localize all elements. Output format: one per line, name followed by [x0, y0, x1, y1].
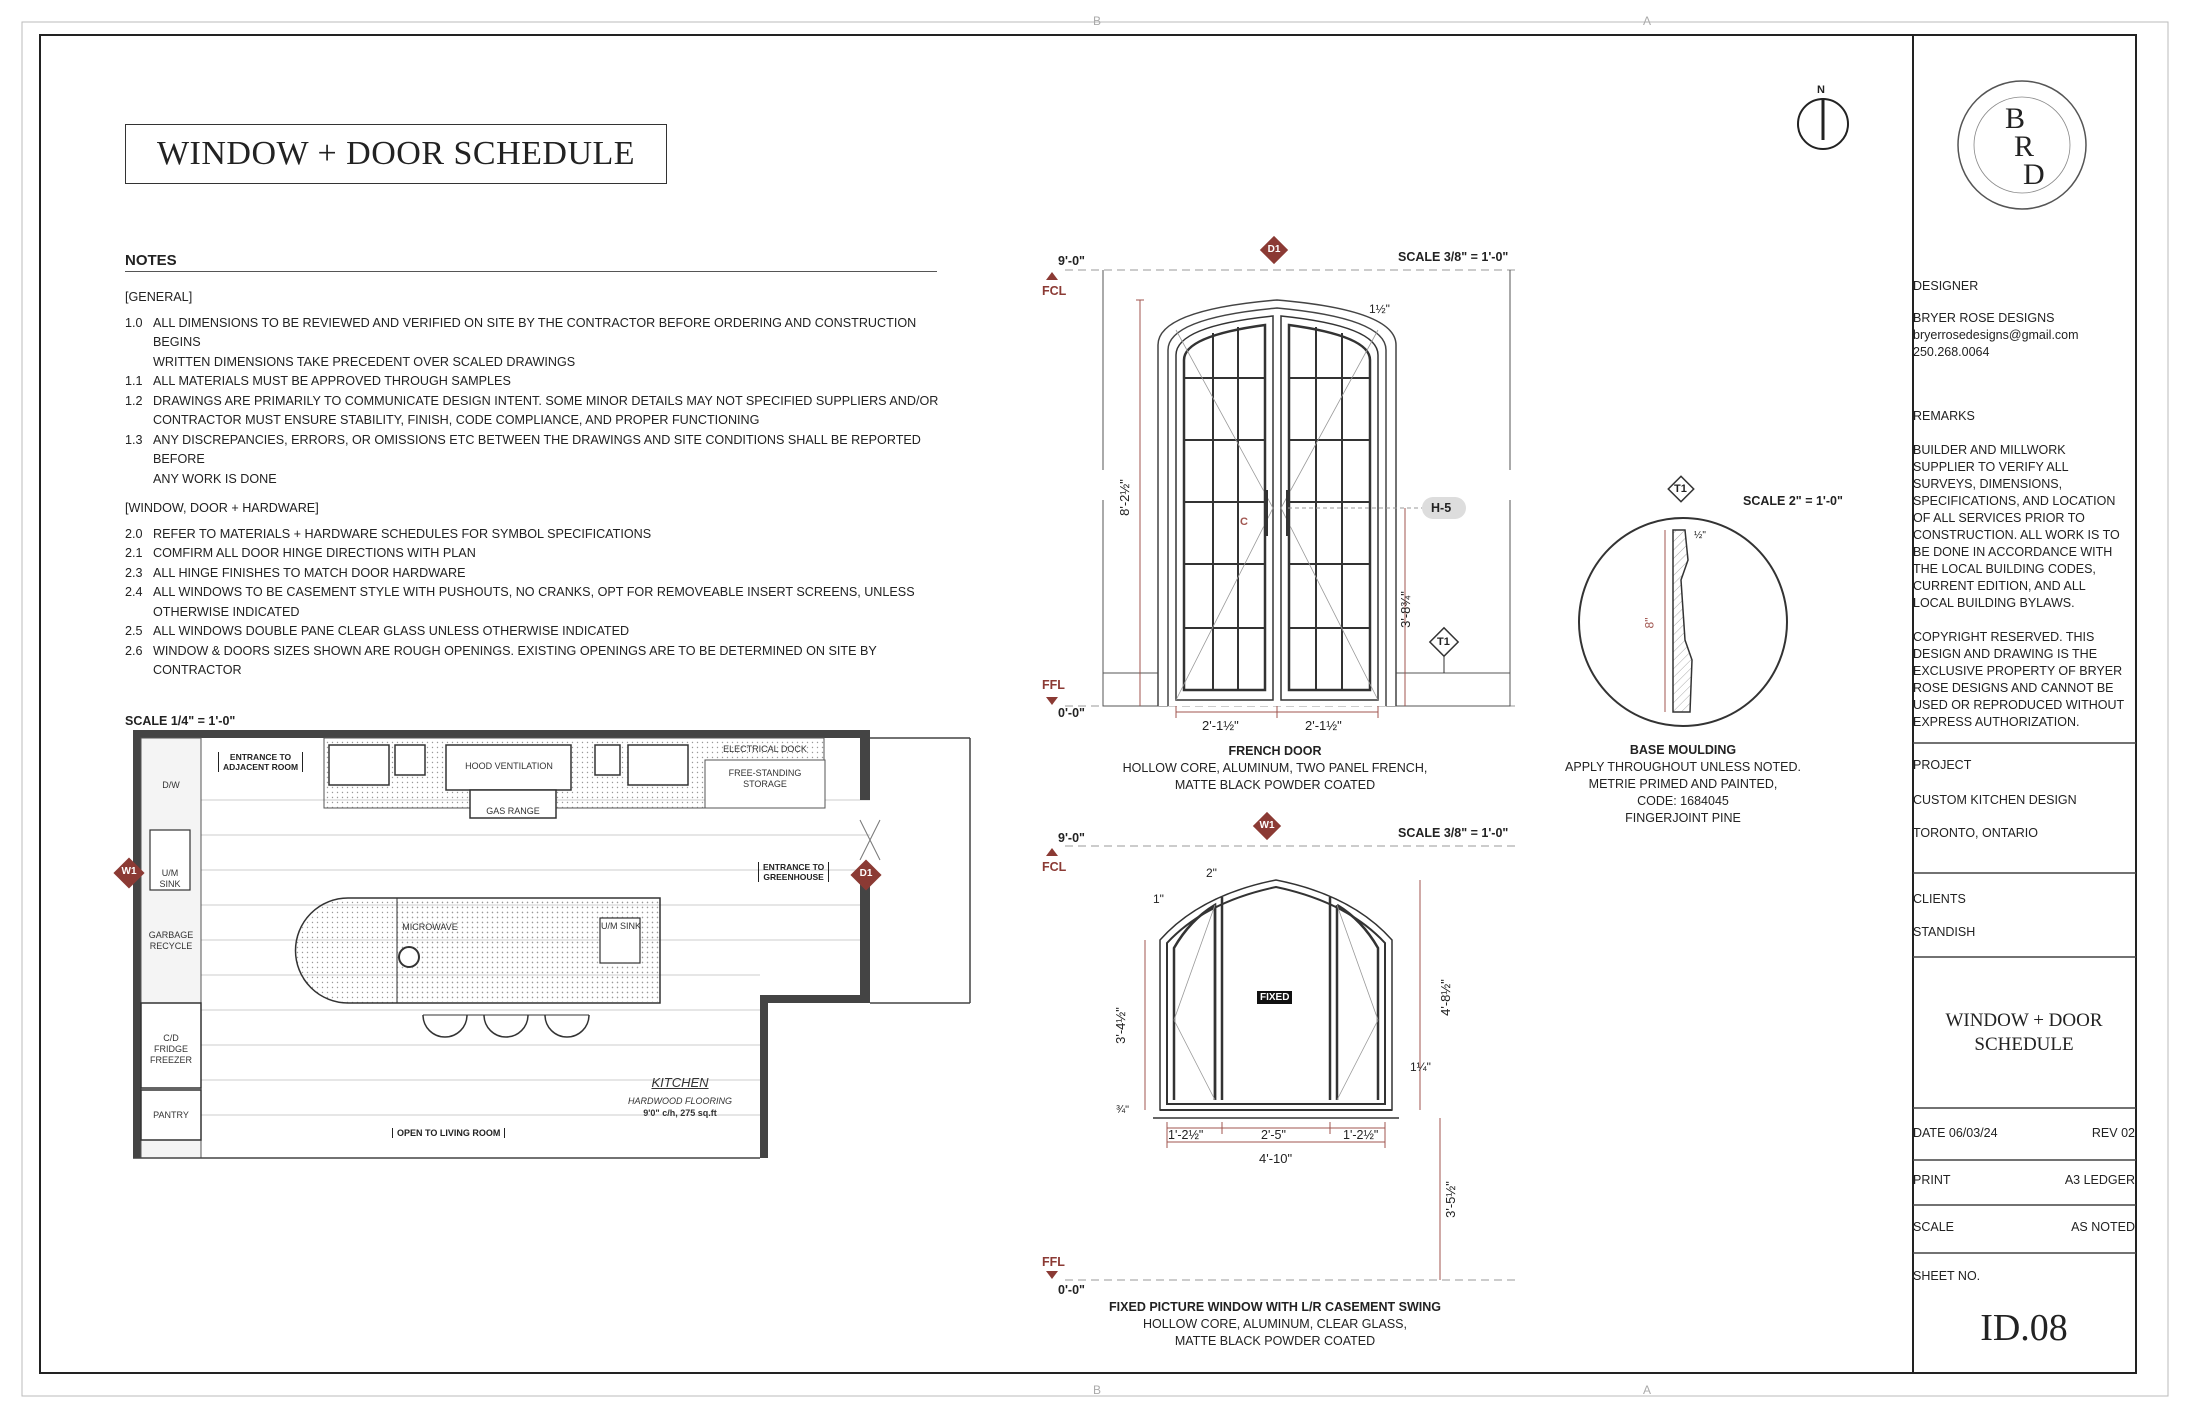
window-top-level: 9'-0"	[1058, 831, 1085, 845]
fixed-label: FIXED	[1257, 991, 1292, 1004]
note-item: 2.3 ALL HINGE FINISHES TO MATCH DOOR HARDWARE	[125, 565, 466, 580]
note-item: 2.4 ALL WINDOWS TO BE CASEMENT STYLE WITH PUSHOUTS, NO CRANKS, OPT FOR REMOVEABLE INSERT SCREENS, UNLESS OTHERWISE INDICATED	[125, 585, 915, 619]
kitchen-label: KITCHEN	[651, 1075, 709, 1090]
d1-plan-tag: D1	[859, 868, 873, 879]
project-label: PROJECT	[1913, 758, 1972, 772]
moulding-scale: SCALE 2" = 1'-0"	[1743, 494, 1843, 508]
grid-letter-a-top: A	[1643, 14, 1652, 28]
window-caption: FIXED PICTURE WINDOW WITH L/R CASEMENT SWING HOLLOW CORE, ALUMINUM, CLEAR GLASS, MATTE BLACK POWDER COATED	[1109, 1300, 1441, 1348]
window-tag: W1	[1259, 820, 1275, 831]
note-item: 1.1 ALL MATERIALS MUST BE APPROVED THROUGH SAMPLES	[125, 374, 511, 388]
designer-info: BRYER ROSE DESIGNS bryerrosedesigns@gmail.com 250.268.0064	[1913, 311, 2079, 359]
page-title: WINDOW + DOOR SCHEDULE	[125, 124, 667, 184]
electrical-dock-label: ELECTRICAL DOCK	[723, 744, 807, 754]
door-tag: D1	[1267, 244, 1281, 255]
garbage-label: GARBAGE RECYCLE	[148, 930, 194, 951]
window-left-top-dim: 1"	[1153, 892, 1164, 906]
grid-letter-b-bottom: B	[1093, 1383, 1102, 1397]
window-width-mid: 2'-5"	[1261, 1128, 1286, 1142]
entrance-adjacent-label: ENTRANCE TO ADJACENT ROOM	[218, 752, 303, 772]
note-item: 2.1 COMFIRM ALL DOOR HINGE DIRECTIONS WITH PLAN	[125, 546, 476, 560]
moulding-height-dim: 8"	[1642, 617, 1657, 629]
window-ffl: FFL	[1042, 1255, 1065, 1269]
gas-range-label: GAS RANGE	[486, 806, 540, 816]
door-trim-tag: T1	[1437, 636, 1450, 648]
door-height-dim: 8'-2½"	[1116, 479, 1132, 516]
sheet-title: WINDOW + DOOR SCHEDULE	[1945, 1010, 2103, 1055]
note-item: 2.5 ALL WINDOWS DOUBLE PANE CLEAR GLASS UNLESS OTHERWISE INDICATED	[125, 624, 630, 638]
base-moulding-detail	[1579, 476, 1787, 726]
door-fcl: FCL	[1042, 284, 1067, 298]
notes-general-heading: [GENERAL]	[125, 290, 193, 304]
window-left-height-dim: 3'-4½"	[1112, 1007, 1128, 1044]
window-sill-trim-dim: 1¼"	[1410, 1060, 1431, 1074]
rev-value: REV 02	[2091, 1126, 2135, 1140]
print-label: PRINT	[1913, 1173, 1951, 1187]
north-label: N	[1817, 84, 1825, 96]
scale-value: AS NOTED	[2071, 1220, 2135, 1234]
open-living-label: OPEN TO LIVING ROOM	[392, 1128, 505, 1138]
grid-letter-b-top: B	[1093, 14, 1102, 28]
door-ffl: FFL	[1042, 678, 1065, 692]
window-bottom-level: 0'-0"	[1058, 1283, 1085, 1297]
door-scale: SCALE 3/8" = 1'-0"	[1398, 250, 1509, 264]
print-row	[1913, 1173, 2135, 1187]
door-width-right: 2'-1½"	[1305, 718, 1342, 733]
window-fcl: FCL	[1042, 860, 1067, 874]
plan-scale: SCALE 1/4" = 1'-0"	[125, 714, 236, 728]
pantry-label: PANTRY	[153, 1110, 189, 1120]
grid-letter-a-bottom: A	[1643, 1383, 1652, 1397]
notes-heading: NOTES	[125, 252, 937, 272]
designer-label: DESIGNER	[1913, 279, 1979, 293]
entrance-greenhouse-label: ENTRANCE TO GREENHOUSE	[758, 862, 829, 882]
window-width-left: 1'-2½"	[1168, 1128, 1204, 1142]
sink-left-label: U/M SINK	[159, 868, 181, 889]
date-value: DATE 06/03/24	[1913, 1126, 1998, 1140]
window-width-right: 1'-2½"	[1343, 1128, 1379, 1142]
fridge-label: C/D FRIDGE FREEZER	[149, 1033, 192, 1065]
window-width-total: 4'-10"	[1259, 1151, 1293, 1166]
west-wall	[133, 730, 141, 1158]
moulding-tag: T1	[1674, 483, 1687, 495]
notes-window-heading: [WINDOW, DOOR + HARDWARE]	[125, 501, 319, 515]
kitchen-plan	[133, 730, 970, 1158]
window-total-height-dim: 4'-8½"	[1437, 979, 1453, 1016]
logo-letter: R	[2014, 130, 2035, 163]
note-item: 2.6 WINDOW & DOORS SIZES SHOWN ARE ROUGH OPENINGS. EXISTING OPENINGS ARE TO BE DETERMINED ON SITE BY CONTRACTOR	[125, 643, 877, 677]
inner-border	[40, 35, 2136, 1373]
logo-letter: D	[2023, 158, 2045, 191]
door-width-left: 2'-1½"	[1202, 718, 1239, 733]
microwave-label: MICROWAVE	[402, 922, 458, 932]
clients-label: CLIENTS	[1913, 892, 1966, 906]
window-scale: SCALE 3/8" = 1'-0"	[1398, 826, 1509, 840]
dishwasher-label: D/W	[162, 780, 180, 790]
door-top-level: 9'-0"	[1058, 254, 1085, 268]
hardware-tag: H-5	[1431, 501, 1452, 515]
window-sill-height-dim: 3'-5½"	[1442, 1181, 1458, 1218]
moulding-caption: BASE MOULDING APPLY THROUGHOUT UNLESS NOTED. METRIE PRIMED AND PAINTED, CODE: 1684045 FINGERJOINT PINE	[1565, 743, 1801, 825]
remarks-text: BUILDER AND MILLWORK SUPPLIER TO VERIFY ALL SURVEYS, DIMENSIONS, SPECIFICATIONS, AND LOCATION OF ALL SERVICES PRIOR TO CONSTRUCTION. ALL WORK IS TO BE DONE IN ACCORDANCE WITH THE LOCAL BUILDING CODES, CURRENT EDITION, AND ALL LOCAL BUILDING BYLAWS. COPYRIGHT RESERVED. THIS DESIGN AND DRAWING IS THE EXCLUSIVE PROPERTY OF BRYER ROSE DESIGNS AND CANNOT BE USED OR REPRODUCED WITHOUT EXPRESS AUTHORIZATION.	[1913, 443, 2125, 729]
project-location: TORONTO, ONTARIO	[1913, 826, 2039, 840]
date-rev-row	[1913, 1126, 2135, 1140]
window-left-bottom-dim: ¾"	[1116, 1104, 1130, 1116]
scale-label: SCALE	[1913, 1220, 1954, 1234]
project-name: CUSTOM KITCHEN DESIGN	[1913, 793, 2077, 807]
free-standing-label: FREE-STANDING STORAGE	[728, 768, 802, 789]
door-sill-dim: 3'-8¾"	[1397, 591, 1413, 628]
sheet-no-label: SHEET NO.	[1913, 1269, 1981, 1283]
sheet-number: ID.08	[1980, 1307, 2068, 1349]
window-arch-dim: 2"	[1206, 866, 1217, 880]
door-c-mark: C	[1240, 516, 1248, 528]
note-item: 2.0 REFER TO MATERIALS + HARDWARE SCHEDULES FOR SYMBOL SPECIFICATIONS	[125, 526, 652, 541]
remarks-label: REMARKS	[1913, 409, 1975, 423]
hood-label: HOOD VENTILATION	[465, 761, 553, 771]
notes-body	[125, 288, 955, 681]
note-item: 1.0 ALL DIMENSIONS TO BE REVIEWED AND VERIFIED ON SITE BY THE CONTRACTOR BEFORE ORDERING AND CONSTRUCTION BEGINS WRITTEN DIMENSIONS TAKE PRECEDENT OVER SCALED DRAWINGS	[125, 315, 917, 369]
note-item: 1.3 ANY DISCREPANCIES, ERRORS, OR OMISSIONS ETC BETWEEN THE DRAWINGS AND SITE CONDITIONS SHALL BE REPORTED BEFORE ANY WORK IS DONE	[125, 432, 921, 486]
note-item: 1.2 DRAWINGS ARE PRIMARILY TO COMMUNICATE DESIGN INTENT. SOME MINOR DETAILS MAY NOT SPECIFIED SUPPLIERS AND/OR CONTRACTOR MUST ENSURE STABILITY, FINISH, CODE COMPLIANCE, AND PROPER FUNCTIONING	[125, 393, 939, 427]
moulding-top-dim: ½"	[1694, 530, 1706, 541]
client-name: STANDISH	[1913, 925, 1976, 939]
outer-border	[22, 22, 2168, 1396]
door-bottom-level: 0'-0"	[1058, 706, 1085, 720]
print-value: A3 LEDGER	[2064, 1173, 2135, 1187]
north-arrow-icon	[1798, 98, 1848, 149]
w1-plan-tag: W1	[121, 866, 137, 877]
island-sink-label: U/M SINK	[600, 921, 641, 931]
door-caption: FRENCH DOOR HOLLOW CORE, ALUMINUM, TWO PANEL FRENCH, MATTE BLACK POWDER COATED	[1122, 744, 1428, 792]
scale-row	[1913, 1220, 2135, 1234]
flooring-label: HARDWOOD FLOORING	[627, 1096, 732, 1106]
area-label: 9'0" c/h, 275 sq.ft	[643, 1108, 717, 1118]
logo-letter: B	[2005, 102, 2026, 135]
door-arch-dim: 1½"	[1369, 302, 1390, 316]
north-wall	[133, 730, 870, 738]
